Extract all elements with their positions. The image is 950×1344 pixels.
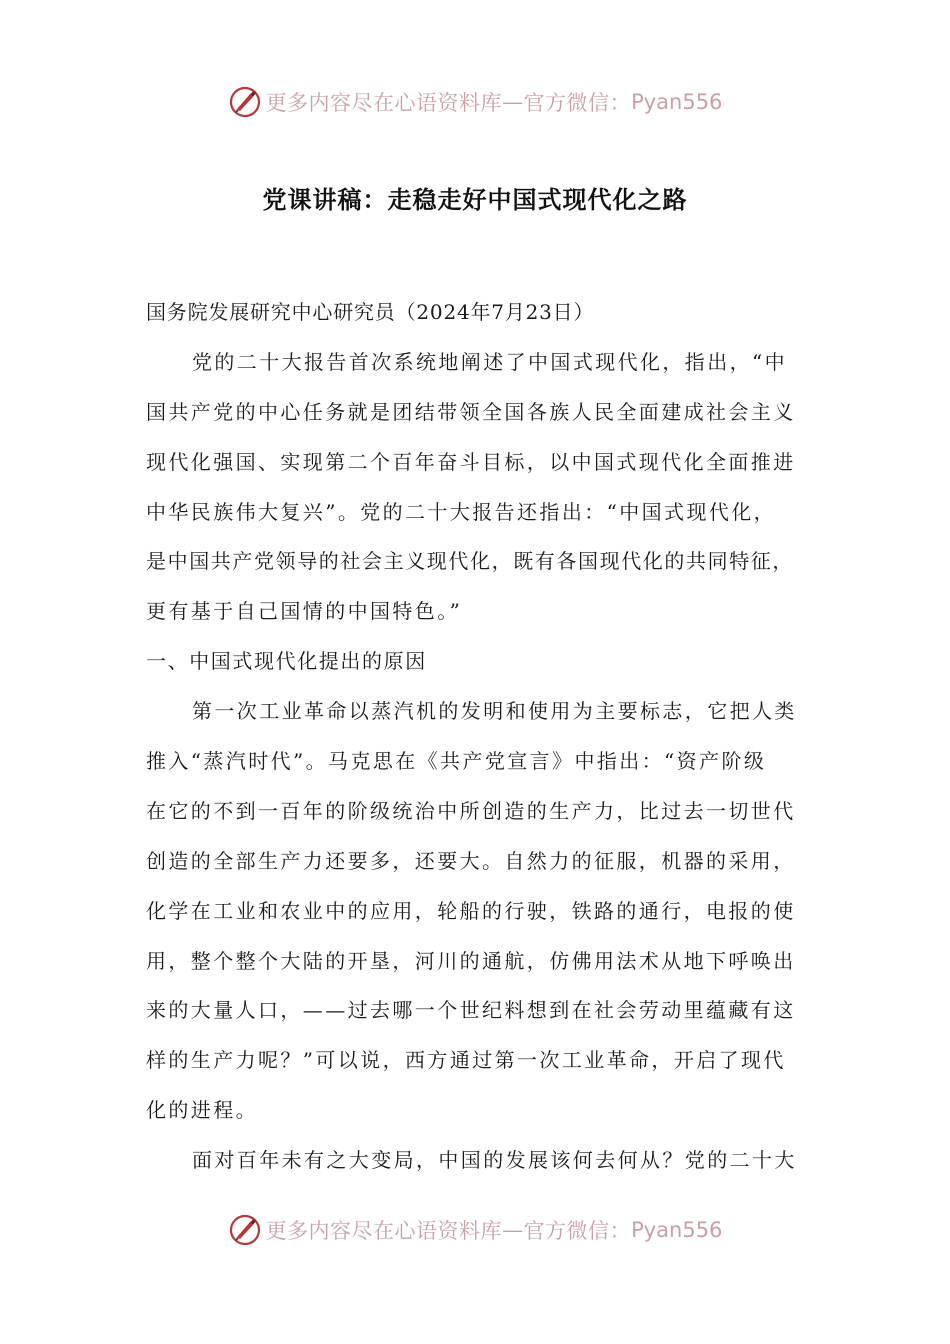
paragraph-line: 中华民族伟大复兴”。党的二十大报告还指出：“中国式现代化，: [146, 499, 777, 524]
pen-logo-icon: [228, 1213, 262, 1247]
paragraph-line: 化学在工业和农业中的应用，轮船的行驶，铁路的通行，电报的使: [146, 898, 796, 923]
paragraph-line: 用，整个整个大陆的开垦，河川的通航，仿佛用法术从地下呼唤出: [146, 948, 796, 973]
paragraph-line: 国共产党的中心任务就是团结带领全国各族人民全面建成社会主义: [146, 399, 796, 424]
section-heading: 一、中国式现代化提出的原因: [146, 649, 427, 674]
watermark-dash: —: [502, 1218, 524, 1242]
author-line: 国务院发展研究中心研究员（2024年7月23日）: [146, 300, 595, 324]
paragraph-line: 推入“蒸汽时代”。马克思在《共产党宣言》中指出：“资产阶级: [146, 749, 767, 774]
paragraph-line: 样的生产力呢？”可以说，西方通过第一次工业革命，开启了现代: [146, 1048, 786, 1073]
paragraph-line: 面对百年未有之大变局，中国的发展该何去何从？党的二十大: [192, 1148, 797, 1173]
watermark-brand-text: 更多内容尽在心语资料库: [265, 91, 503, 115]
paragraph-line: 来的大量人口，——过去哪一个世纪料想到在社会劳动里蕴藏有这: [146, 998, 796, 1023]
top-watermark-banner: [0, 82, 950, 122]
paragraph-line: 化的进程。: [146, 1098, 258, 1123]
watermark-wechat-label: 官方微信：: [523, 91, 632, 115]
paragraph-line: 创造的全部生产力还要多，还要大。自然力的征服，机器的采用，: [146, 848, 796, 873]
watermark-brand-text: 更多内容尽在心语资料库: [265, 1219, 503, 1243]
paragraph-line: 第一次工业革命以蒸汽机的发明和使用为主要标志，它把人类: [192, 699, 797, 724]
paragraph-line: 更有基于自己国情的中国特色。”: [146, 599, 463, 624]
watermark-wechat-label: 官方微信：: [523, 1219, 632, 1243]
paragraph-line: 党的二十大报告首次系统地阐述了中国式现代化，指出，“中: [192, 349, 788, 374]
document-body: [146, 288, 818, 1186]
paragraph-line: 在它的不到一百年的阶级统治中所创造的生产力，比过去一切世代: [146, 798, 796, 823]
watermark-wechat-id: Pyan556: [631, 90, 723, 114]
document-title: 党课讲稿：走稳走好中国式现代化之路: [262, 186, 688, 214]
watermark-wechat-id: Pyan556: [631, 1218, 723, 1242]
bottom-watermark-banner: [0, 1210, 950, 1250]
pen-logo-icon: [228, 85, 262, 119]
paragraph-line: 是中国共产党领导的社会主义现代化，既有各国现代化的共同特征，: [146, 549, 794, 574]
watermark-dash: —: [502, 90, 524, 114]
paragraph-line: 现代化强国、实现第二个百年奋斗目标，以中国式现代化全面推进: [146, 449, 796, 474]
